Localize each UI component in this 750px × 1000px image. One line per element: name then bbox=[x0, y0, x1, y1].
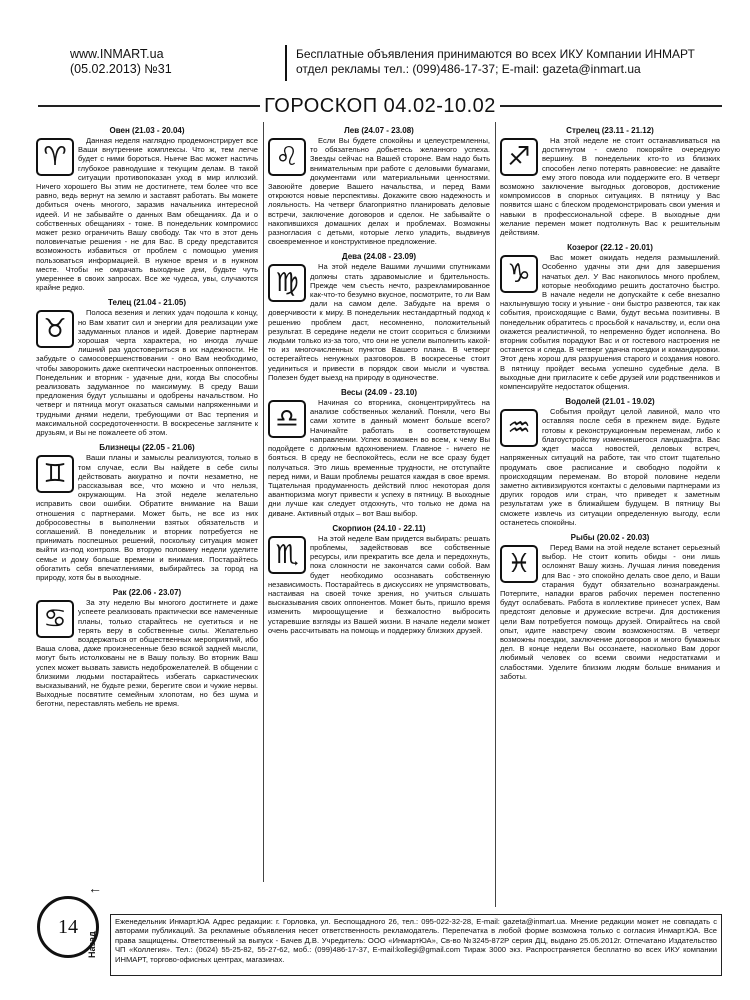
sign-text: На этой неделе не стоит останавливаться на достигнутом - смело покоряйте очередную вершину. В понедельник кто-то из близких способен легко потерять равновесие: не давайте ему этого повода или поддержите его. В четверг возможно заключение выгодных договоров, достижение компромиссов в спорных ситуациях. В пятницу у Вас появится шанс с блеском продемонстрировать свои умения и навыки в профессиональной сфере. В выходные дни желание перемен может подтолкнуть Вас к решительным действиям. bbox=[500, 136, 720, 238]
sign-text: Данная неделя наглядно продемонстрирует все Ваши внутренние комплексы. Что ж, тем легче будет с ними бороться. Нынче Вас может настичь глубокое равнодушие к текущим делам. В такой ситуации противопоказан уход в мир иллюзий. Ничего хорошего Вы этим не достигнете, тем более что все равно, ведь вернут на землю и заставят работать. Вы можете добиться очень многого, заразив начальника интересной идеей. И не забывайте о данных Вам обещаниях. Да и о собственных обещаниях - тоже. В понедельник компромисс может резко ограничить Вашу свободу. Так что в этот день половинчатые решения - не для Вас. В среду представится возможность избавиться от проблем с помощью умения пользоваться информацией. В нужное время и в нужном месте. Чтобы не омрачать выходные дни, будьте чуть умереннее в своих запросах. Все же чудеса, увы, случаются крайне редко. bbox=[36, 136, 258, 293]
zodiac-glyph: ♏ bbox=[275, 539, 299, 570]
horoscope-sign bbox=[36, 298, 258, 437]
column-divider-1 bbox=[263, 122, 264, 882]
virgin-icon bbox=[268, 264, 306, 302]
sign-title: Лев (24.07 - 23.08) bbox=[344, 126, 414, 135]
horoscope-sign bbox=[36, 443, 258, 582]
horoscope-column-3 bbox=[500, 126, 720, 861]
bull-icon bbox=[36, 310, 74, 348]
horoscope-sign bbox=[268, 252, 490, 382]
sign-text: Вас может ожидать неделя размышлений. Особенно удачны эти дни для завершения начатых дел. У Вас накопилось много проблем, которые необходимо решить достаточно быстро. В начале недели не допускайте к себе внезапно нахлынувшую тоску и уныние - они быстро развеются, так как события, происходящие с Вами, будут весьма позитивны. В понедельник обратитесь с просьбой к начальству, и, если она окажется реалистичной, то непременно будет исполнена. Во вторник события порадуют Вас и от гостевого настроения не останется и следа. В четверг удачна поездки и командировки. Этот день хорош для разрушения старого и создания нового. В пятницу пройдет весьма успешно судебные дела. В выходные дни пригласите к себе друзей или родственников и компенсируйте недостаток общения. bbox=[500, 253, 720, 392]
archer-icon bbox=[500, 138, 538, 176]
horoscope-column-1 bbox=[36, 126, 258, 876]
sign-text: Ваши планы и замыслы реализуются, только в том случае, если Вы найдете в себе силы действовать аккуратно и почти незаметно, не рассказывая все, что можно и что нельзя, окружающим. На этой неделе желательно исправить свои ошибки. Обратите внимание на Ваши отношения с партнерами. Может быть, не все из них добросовестны в выполнении взятых обязательств и соглашений. В понедельник и вторник потребуется не принимать поспешных решений, поскольку ситуация может выйти из-под контроля. Во вторую половину недели уделите семье и дому больше времени и внимания. Постарайтесь обогатить себя впечатлениями, выбирайтесь за город на природу, хотя бы в выходные. bbox=[36, 453, 258, 582]
zodiac-glyph: ♈ bbox=[43, 142, 67, 172]
zodiac-glyph: ♋ bbox=[43, 604, 67, 635]
page-title-row bbox=[38, 93, 722, 119]
sign-text: Если Вы будете спокойны и целеустремленны, то обязательно добьетесь желанного успеха. Звезды сейчас на Вашей стороне. Вам надо быть внимательным при работе с деловыми бумагами, документами или материальными ценностями. Завоюйте доверие Вашего начальства, и перед Вами откроются новые перспективы. Докажите свою надежность и лояльность. На четверг благоприятно планировать деловые встречи, заключение договоров и сделок. Не забывайте о накопившихся домашних делах и проблемах. Возможны разногласия с детьми, которые легко уладить, выдвинув своевременное и конструктивное предложение. bbox=[268, 136, 490, 247]
sign-text: На этой неделе Вам придется выбирать: решать проблемы, задействовав все собственные ресурсы, или прекратить все дела и передохнуть, пока сложности не закончатся сами собой. Вам будет необходимо осознавать собственную независимость. Постарайтесь в дискуссиях не упрямствовать, настаивая на своей точке зрения, но учиться слышать высказывания своих оппонентов. Может быть, пришло время изменить мироощущение и безжалостно выбросить устаревшие взгляды из Вашей жизни. В начале недели может очень рассчитывать на помощь и поддержку близких друзей. bbox=[268, 533, 490, 635]
header-line-2: отдел рекламы тел.: (099)486-17-37; E-mail: gazeta@inmart.ua bbox=[296, 62, 641, 76]
horoscope-sign bbox=[268, 388, 490, 518]
header-right bbox=[296, 47, 726, 77]
sign-title: Стрелец (23.11 - 21.12) bbox=[566, 126, 654, 135]
zodiac-glyph: ♊ bbox=[43, 459, 67, 490]
horoscope-sign bbox=[500, 397, 720, 527]
horoscope-column-2 bbox=[268, 126, 490, 721]
sign-title: Козерог (22.12 - 20.01) bbox=[567, 243, 653, 253]
scorpion-icon bbox=[268, 536, 306, 574]
sign-title: Дева (24.08 - 23.09) bbox=[341, 252, 417, 262]
page-number: 14 bbox=[37, 896, 99, 958]
scales-icon bbox=[268, 400, 306, 438]
header-left bbox=[70, 47, 172, 77]
zodiac-glyph: ♎ bbox=[275, 404, 299, 435]
title-rule-right bbox=[500, 105, 722, 107]
sign-text: Начиная со вторника, сконцентрируйтесь на анализе собственных желаний. Поняли, чего Вы сами хотите в данный момент больше всего? Начинайте работать в соответствующем направлении. Успех возможен во всем, к чему Вы подойдете с должным вдохновением. Главное - ничего не бояться. В среду не беспокойтесь, если не все сразу будет получаться. Это лишь временные трудности, не отступайте перед ними, и Ваши проблемы решатся каждая в свое время. Тщательная продуманность действий плюс некоторая доля авантюризма могут привести к успеху в пятницу. В выходные дни лучше как следует отдохнуть, что только не дома на диване. Активный отдых – вот Ваш выбор. bbox=[268, 398, 490, 518]
sign-text: События пройдут целой лавиной, мало что оставляя после себя в прежнем виде. Будьте готовы к реконструкционным переменам, либо к благоустройству изменившегося ландшафта. Вас ждет масса новостей, деловых встреч, напряженных ситуаций на работе, так что стоит тщательно продумать свое расписание и свободно подойти к происходящим переменам. Во второй половине недели заметно активизируются контакты с деловыми партнерами из других городов или стран, что приведет к заметным результатам уже в ближайшем будущем. В пятницу Вы сможете извлечь из ситуации определенную выгоду, если останетесь спокойны. bbox=[500, 407, 720, 527]
sign-title: Весы (24.09 - 23.10) bbox=[340, 388, 418, 398]
header-line-1: Бесплатные объявления принимаются во всех ИКУ Компании ИНМАРТ bbox=[296, 47, 695, 61]
imprint: Еженедельник Инмарт.ЮА Адрес редакции: г. Горловка, ул. Беспощадного 26, тел.: 095-022-32-28, E-mail: gazeta@inmart.ua. Мнение редакции может не совпадать с авторами публикаций. За рекламные объявления несет ответственность рекламодатель. Перепечатка в любой форме возможна только с согласия Инмарт.ЮА. Все права защищены. Ответственный за выпуск - Бачев Д.В. Учредитель: ООО «ИнмартЮА», Св-во №3245-872Р серия ДЦ, выдано 25.05.2012г. Отпечатано Издательство ЧП «Коллегия». Тел.: (0624) 55-25-82, 55-27-62, моб.: (099)486-17-37, E-mail:kollegi@gmail.com Тираж 3000 экз. Распространяется бесплатно во всех ИКУ компании ИНМАРТ, торгово-офисных центрах, магазинах. bbox=[110, 914, 722, 976]
sign-title: Скорпион (24.10 - 22.11) bbox=[332, 523, 426, 533]
zodiac-glyph: ♑ bbox=[507, 259, 531, 290]
back-arrow-icon[interactable]: ← bbox=[88, 880, 102, 896]
crab-icon bbox=[36, 600, 74, 638]
goat-icon bbox=[500, 255, 538, 293]
sign-text: Полоса везения и легких удач подошла к концу, но Вам хватит сил и энергии для реализации уже задуманных планов и идей. Доверие партнерам хорошая черта характера, но иногда лучше лишний раз удостовериться в их надежности. Не забудьте о самосовершенствовании - оно Вам необходимо, чтобы заворожить даже скептически настроенных оппонентов. Понедельник и вторник - удачные дни, когда Вы способны реализовать задуманное по максимуму. В среду Ваши предложения будут услышаны и одобрены начальством. Но четверг и пятница могут оказаться самыми напряженными и трудными днями недели, требующими от Вас терпения и максимальной сосредоточенности. В воскресенье загляните к друзьям, и Вы не пожалеете об этом. bbox=[36, 308, 258, 438]
zodiac-glyph: ♐ bbox=[507, 142, 531, 172]
horoscope-sign bbox=[500, 126, 720, 237]
column-divider-2 bbox=[495, 122, 496, 907]
sign-title: Рыбы (20.02 - 20.03) bbox=[570, 532, 650, 542]
lion-icon bbox=[268, 138, 306, 176]
header-divider bbox=[285, 45, 287, 81]
zodiac-glyph: ♓ bbox=[507, 548, 531, 579]
sign-title: Телец (21.04 - 21.05) bbox=[108, 298, 186, 308]
horoscope-sign bbox=[268, 126, 490, 246]
sign-title: Водолей (21.01 - 19.02) bbox=[565, 397, 655, 407]
sign-title: Рак (22.06 - 23.07) bbox=[112, 588, 182, 598]
zodiac-glyph: ♌ bbox=[275, 142, 299, 172]
zodiac-glyph: ♉ bbox=[43, 314, 67, 345]
horoscope-sign bbox=[36, 126, 258, 292]
ram-icon bbox=[36, 138, 74, 176]
water-bearer-icon bbox=[500, 409, 538, 447]
title-rule-left bbox=[38, 105, 260, 107]
horoscope-sign bbox=[36, 588, 258, 708]
back-button[interactable]: Назад bbox=[87, 931, 97, 958]
zodiac-glyph: ♍ bbox=[275, 268, 299, 299]
zodiac-glyph: ♒ bbox=[507, 413, 531, 444]
horoscope-sign bbox=[500, 533, 720, 681]
horoscope-sign bbox=[268, 524, 490, 635]
sign-text: Перед Вами на этой неделе встанет серьезный выбор. Не стоит копить обиды - они лишь осложнят Вашу жизнь. Лучшая линия поведения для Вас - это спокойно делать свое дело, и Ваши старания будут обязательно вознаграждены. Потерпите, нападки врагов рабочих перемен постепенно будут ослабевать. Работа в коллективе принесет успех, Вам предстоят деловые и дружеские встречи. Для достижения цели Вам потребуется помощь друзей. Опирайтесь на свой опыт, идите навстречу своим возможностям. В четверг возможны поездки, заключение договоров и много бумажных дел. В конце недели Вы осознаете, насколько Вам дорог любимый человек со всеми своими недостатками и слабостями. Уделите близким людям больше внимания и заботы. bbox=[500, 542, 720, 681]
issue-number: (05.02.2013) №31 bbox=[70, 62, 172, 76]
sign-title: Близнецы (22.05 - 21.06) bbox=[99, 443, 195, 453]
fish-icon bbox=[500, 545, 538, 583]
sign-text: На этой неделе Вашими лучшими спутниками должны стать здравомыслие и бдительность. Прежде чем съесть нечто, разрекламированное как-что-то безумно вкусное, посмотрите, то ли Вам дали на самом деле. Забудьте на время о доверчивости к миру. В понедельник нестандартный подход к решению проблем даст, несомненно, положительный результат. В середине недели не стоит ссориться с близкими людьми только из-за того, что они не успели выполнить какой-то из многочисленных пунктов Вашего плана. В четверг остерегайтесь ненужных разговоров. В воскресенье стоит уединиться и привести в порядок свои мысли и чувства. Полезен будет выезд на природу в одиночестве. bbox=[268, 262, 490, 382]
twins-icon bbox=[36, 455, 74, 493]
page-title: ГОРОСКОП 04.02-10.02 bbox=[264, 95, 496, 117]
sign-title: Овен (21.03 - 20.04) bbox=[109, 126, 185, 135]
horoscope-sign bbox=[500, 243, 720, 391]
sign-text: За эту неделю Вы многого достигнете и даже успеете реализовать практически все намеченные планы, только старайтесь не суетиться и не терять веру в собственные силы. Желательно воздержаться от общественных мероприятий, ибо Ваша слова, даже произнесенные безо всякой задней мысли, могут быть истолкованы не в Вашу пользу. Во вторник Ваш успех может вызвать зависть недоброжелателей. В общении с близкими людьми постарайтесь избегать саркастических высказываний, не будьте резки, берегите свои и чужие нервы. Выходные посвятите семейным хлопотам, но без шума и беготни, переставлять мебель не время. bbox=[36, 598, 258, 709]
site-url[interactable]: www.INMART.ua bbox=[70, 47, 164, 61]
